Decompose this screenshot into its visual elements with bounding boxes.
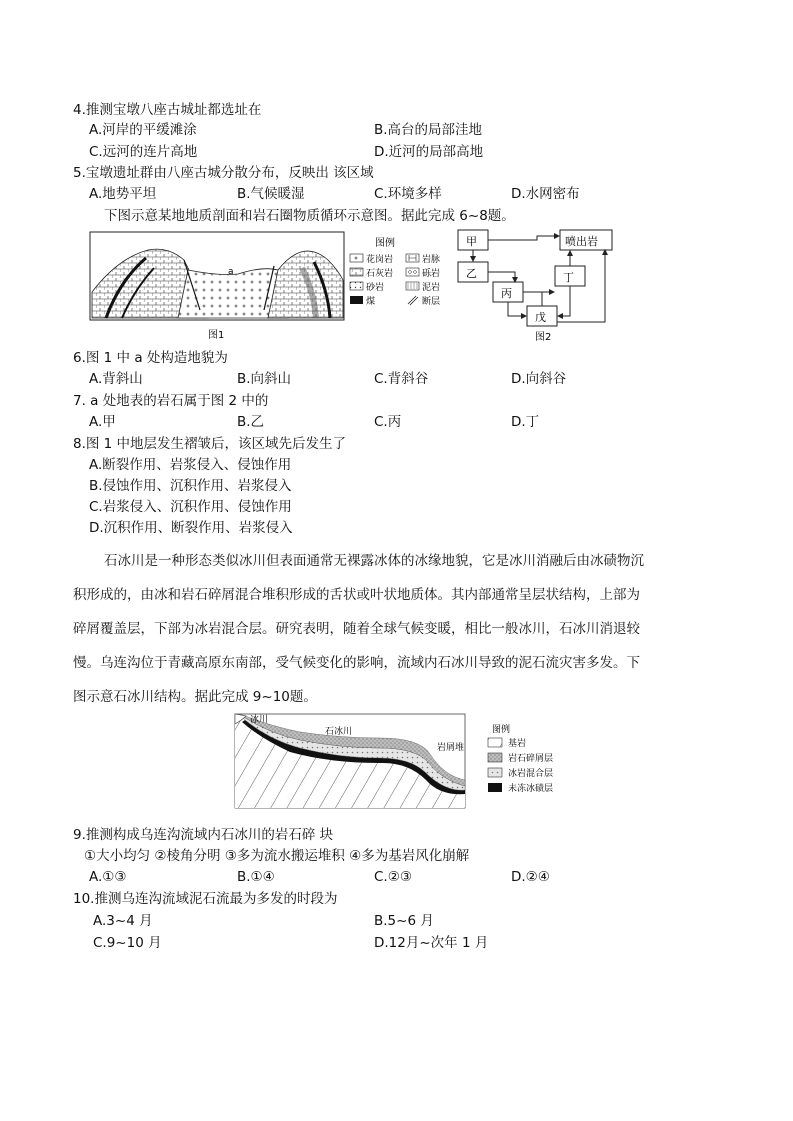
legend-dike: 岩脉 — [422, 255, 441, 265]
q4-option-c: C.远河的连片高地 — [89, 144, 198, 160]
q5-option-b: B.气候暖湿 — [237, 186, 305, 202]
node-bing: 丙 — [501, 287, 512, 300]
passage-line-4: 慢。乌连沟位于青藏高原东南部，受气候变化的影响，流域内石冰川导致的泥石流灾害多发。下 — [73, 655, 640, 671]
q9-option-d: D.②④ — [511, 869, 550, 885]
label-talus: 岩屑堆 — [437, 743, 465, 753]
q7-option-d: D.丁 — [511, 414, 540, 430]
q10-stem: 10.推测乌连沟流域泥石流最为多发的时段为 — [73, 891, 338, 907]
node-wu: 戊 — [535, 311, 546, 324]
legend-coal: 煤 — [366, 297, 376, 307]
q5-option-d: D.水网密布 — [511, 186, 580, 202]
q7-option-a: A.甲 — [89, 414, 116, 430]
q4-option-b: B.高台的局部洼地 — [374, 122, 483, 138]
intro-6-8: 下图示意某地地质剖面和岩石圈物质循环示意图。据此完成 6~8题。 — [104, 208, 515, 224]
legend-unfrozen: 未冻冰碛层 — [508, 784, 554, 794]
figure-rock-glacier — [230, 710, 580, 810]
q9-stem: 9.推测构成乌连沟流域内石冰川的岩石碎 块 — [73, 827, 334, 843]
q5-option-c: C.环境多样 — [374, 186, 442, 202]
q4-option-d: D.近河的局部高地 — [374, 144, 484, 160]
passage-line-3: 碎屑覆盖层，下部为冰岩混合层。研究表明，随着全球气候变暖，相比一般冰川，石冰川消退较 — [73, 621, 640, 637]
q8-stem: 8.图 1 中地层发生褶皱后，该区域先后发生了 — [73, 436, 347, 452]
q4-option-a: A.河岸的平缓滩涂 — [89, 122, 197, 138]
passage-line-2: 积形成的，由冰和岩石碎屑混合堆积形成的舌状或叶状地质体。其内部通常呈层状结构，上部为 — [73, 587, 640, 603]
q9-option-a: A.①③ — [89, 869, 127, 885]
node-ding: 丁 — [563, 271, 574, 284]
q7-option-c: C.丙 — [374, 414, 402, 430]
figure-1-cross-section — [88, 230, 448, 345]
node-yi: 乙 — [466, 267, 477, 280]
q10-option-a: A.3~4 月 — [93, 913, 153, 929]
q5-option-a: A.地势平坦 — [89, 186, 157, 202]
q6-stem: 6.图 1 中 a 处构造地貌为 — [73, 350, 228, 366]
passage-line-5: 图示意石冰川结构。据此完成 9~10题。 — [73, 689, 317, 705]
q8-option-b: B.侵蚀作用、沉积作用、岩浆侵入 — [89, 478, 292, 494]
node-jia: 甲 — [466, 235, 477, 248]
passage-line-1: 石冰川是一种形态类似冰川但表面通常无裸露冰体的冰缘地貌，它是冰川消融后由冰碛物沉 — [104, 553, 644, 569]
q10-option-d: D.12月~次年 1 月 — [374, 935, 489, 951]
q8-option-c: C.岩浆侵入、沉积作用、侵蚀作用 — [89, 499, 292, 515]
legend-ice-rock: 冰岩混合层 — [508, 769, 554, 779]
q8-option-d: D.沉积作用、断裂作用、岩浆侵入 — [89, 520, 293, 536]
q6-option-a: A.背斜山 — [89, 371, 143, 387]
label-rock-glacier: 石冰川 — [325, 727, 353, 737]
q6-option-b: B.向斜山 — [237, 371, 292, 387]
right-ridge — [268, 251, 343, 318]
legend-bedrock: 基岩 — [508, 739, 527, 749]
q7-stem: 7. a 处地表的岩石属于图 2 中的 — [73, 393, 269, 409]
fig1-point-label: a — [228, 267, 234, 277]
q10-option-b: B.5~6 月 — [374, 913, 434, 929]
fig2-caption: 图2 — [535, 332, 552, 343]
q9-option-b: B.①④ — [237, 869, 275, 885]
label-glacier: 冰川 — [250, 715, 269, 725]
q10-option-c: C.9~10 月 — [93, 935, 162, 951]
q9-option-c: C.②③ — [374, 869, 412, 885]
legend-sandstone: 砂岩 — [366, 283, 385, 293]
fig1-caption: 图1 — [208, 330, 225, 341]
legend-conglomerate: 砾岩 — [422, 269, 441, 279]
node-extrusive: 喷出岩 — [565, 235, 598, 248]
legend-granite: 花岗岩 — [366, 255, 394, 265]
legend-fault: 断层 — [422, 297, 441, 307]
q6-option-d: D.向斜谷 — [511, 371, 567, 387]
legend-mudstone: 泥岩 — [422, 283, 441, 293]
q9-statements: ①大小均匀 ②棱角分明 ③多为流水搬运堆积 ④多为基岩风化崩解 — [84, 848, 470, 864]
q4-stem: 4.推测宝墩八座古城址都选址在 — [73, 102, 262, 118]
fig3-legend-title: 图例 — [492, 725, 511, 735]
q5-stem: 5.宝墩遗址群由八座古城分散分布，反映出 该区域 — [73, 165, 374, 181]
q6-option-c: C.背斜谷 — [374, 371, 429, 387]
fig1-legend-title: 图例 — [375, 238, 395, 249]
figure-2-rock-cycle — [455, 226, 620, 346]
legend-limestone: 石灰岩 — [366, 269, 394, 279]
q8-option-a: A.断裂作用、岩浆侵入、侵蚀作用 — [89, 457, 292, 473]
q7-option-b: B.乙 — [237, 414, 265, 430]
legend-debris: 岩石碎屑层 — [508, 754, 554, 764]
